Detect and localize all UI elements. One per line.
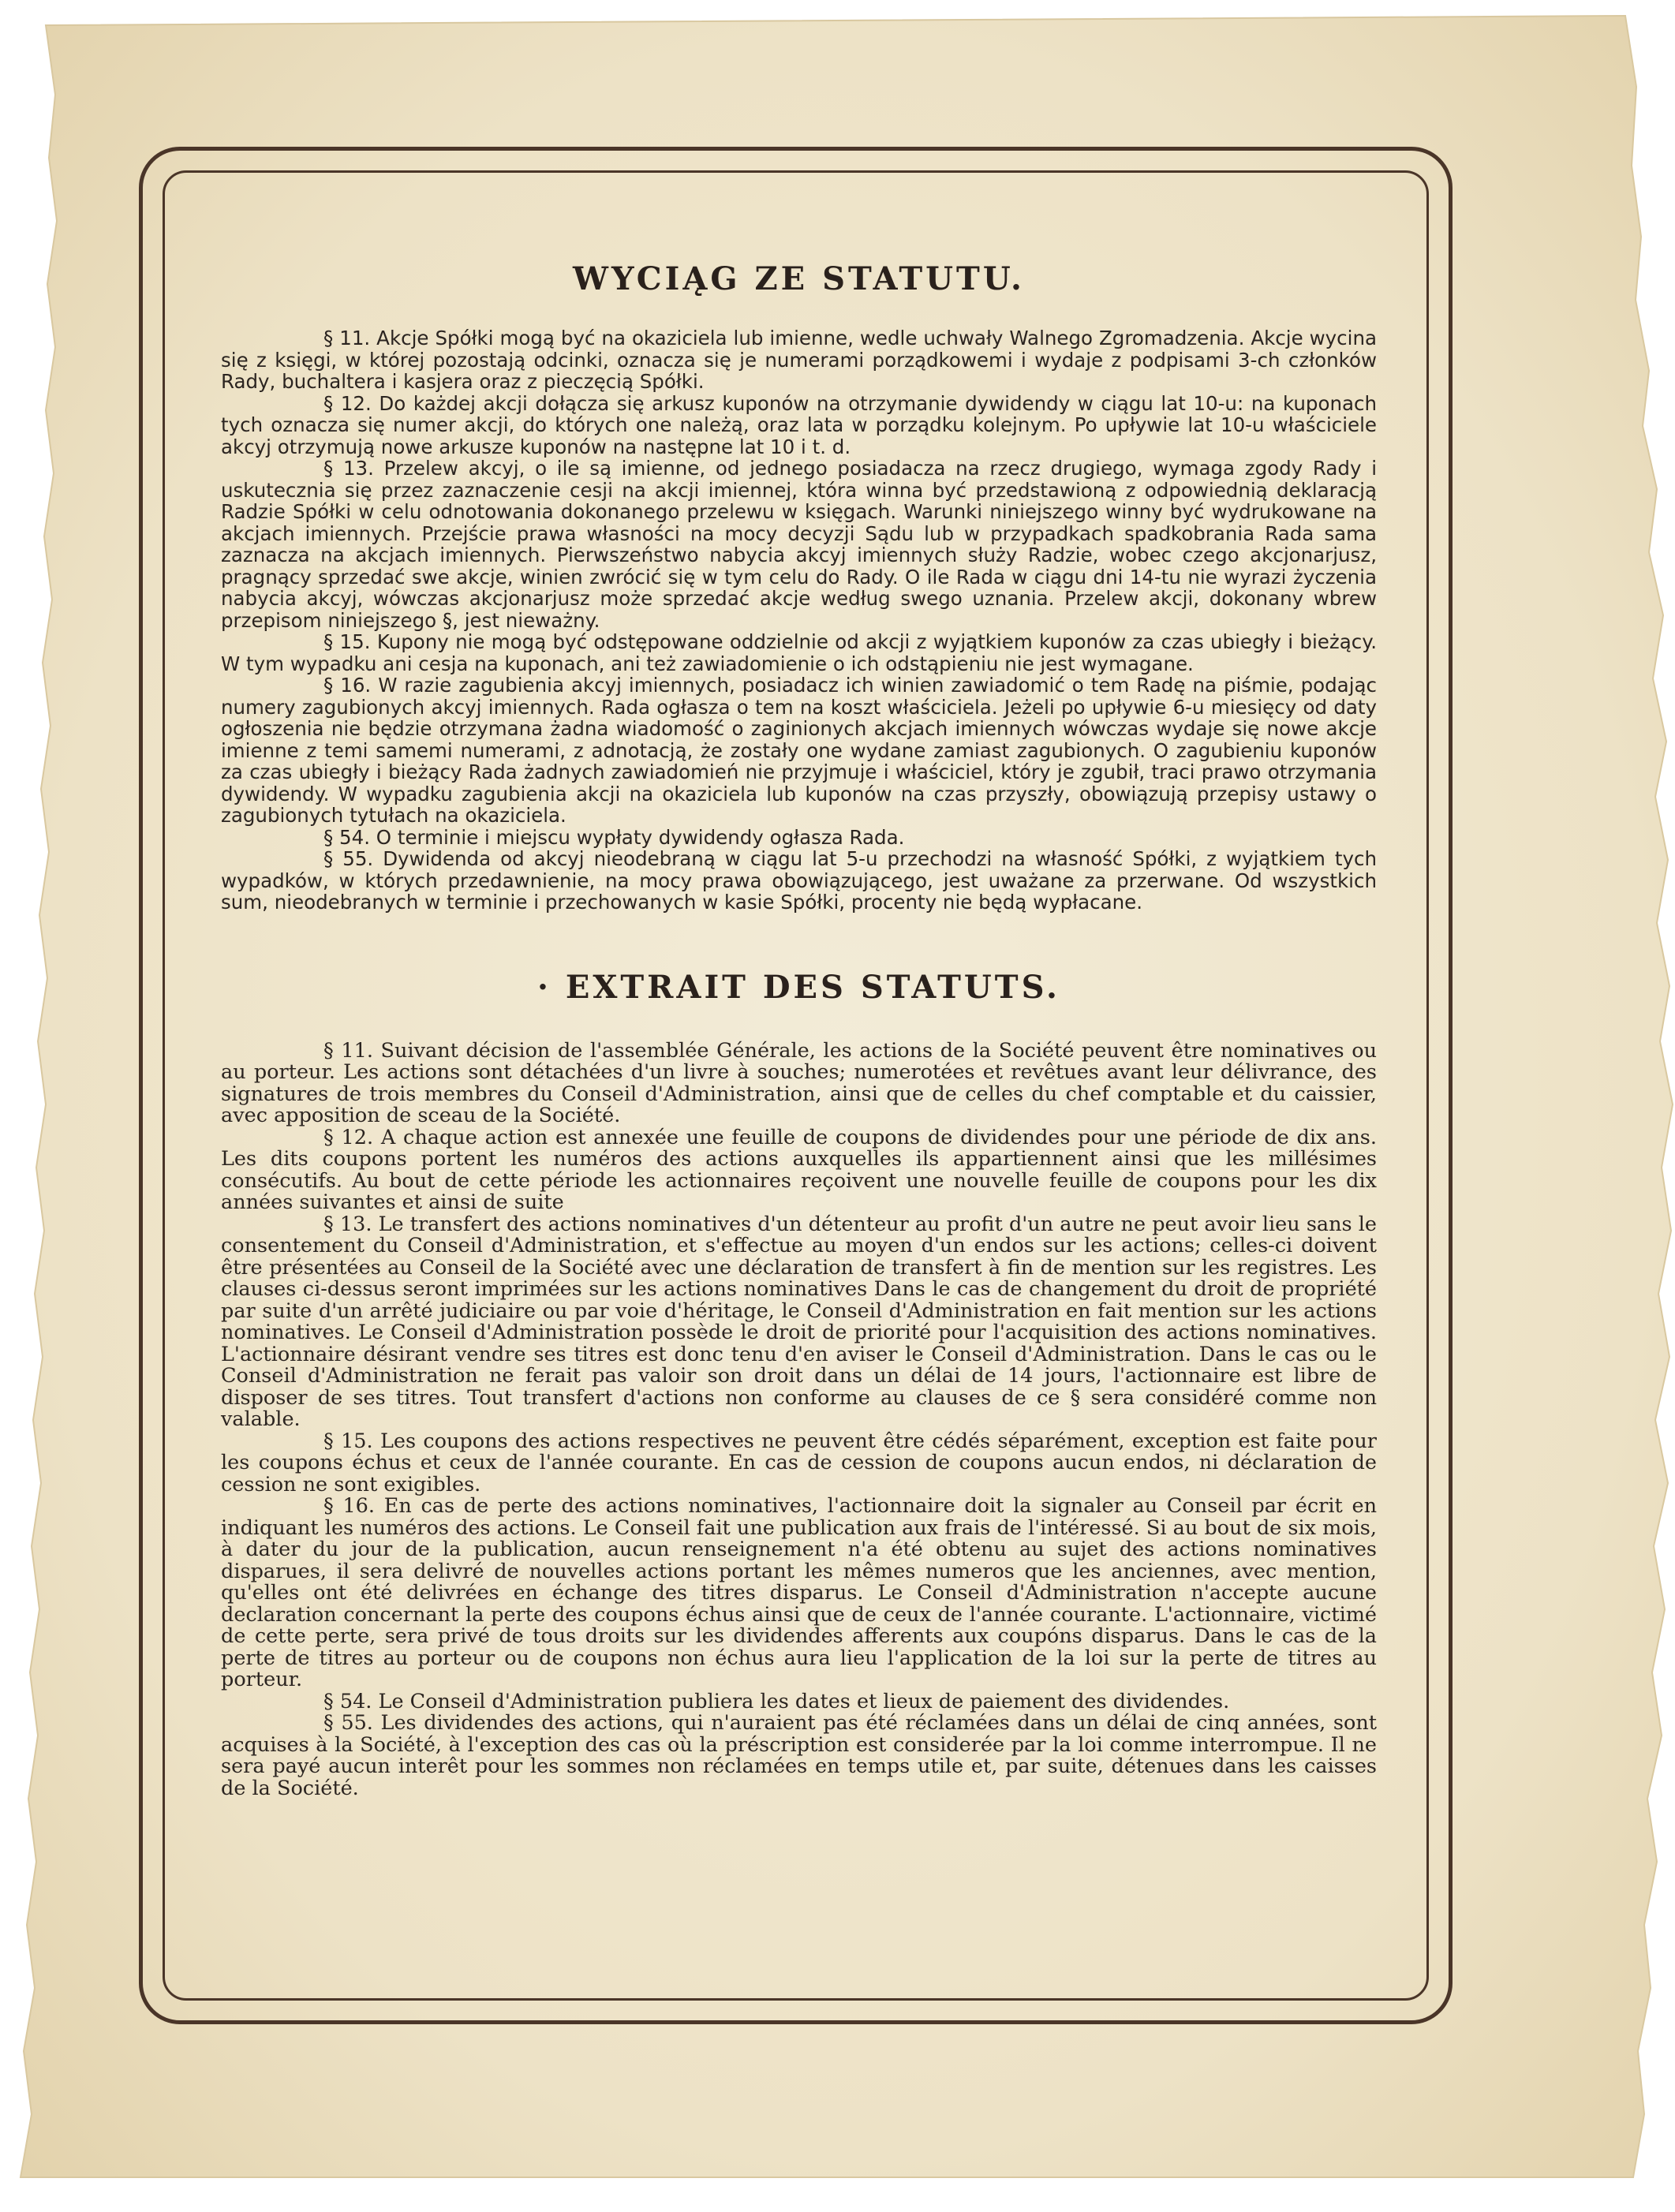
paragraph-fr-13: § 13. Le transfert des actions nominatives d'un détenteur au profit d'un autre ne peut avoir lieu sans le consentement du Conseil d'Administration, et s'effectue au moyen d'un endos sur les actions; celles-ci doivent être présentées au Conseil de la Société avec une déclaration de transfert à fin de mention sur les registres. Les clauses ci-dessus seront imprimées sur les actions nominatives Dans le cas de changement du droit de propriété par suite d'un arrêté judiciaire ou par voie d'héritage, le Conseil d'Administration en fait mention sur les actions nominatives. Le Conseil d'Administration possède le droit de priorité pour l'acquisition des actions nominatives. L'actionnaire désirant vendre ses titres est donc tenu d'en aviser le Conseil d'Administration. Dans le cas ou le Conseil d'Administration ne ferait pas valoir son droit dans un délai de 14 jours, l'actionnaire est libre de disposer de ses titres. Tout transfert d'actions non conforme au clauses de ce § sera considéré comme non valable. bbox=[221, 1212, 1377, 1431]
paragraph-pl-54: § 54. O terminie i miejscu wypłaty dywidendy ogłasza Rada. bbox=[323, 825, 905, 849]
paragraph-pl-12: § 12. Do każdej akcji dołącza się arkusz kuponów na otrzymanie dywidendy w ciągu lat 10-u: na kuponach tych oznacza się numer akcji, do których one należą, oraz lata w porządku kolejnym. Po upływie lat 10-u właściciele akcyj otrzymują nowe arkusze kuponów na następne lat 10 i t. d. bbox=[221, 391, 1377, 458]
paragraph-fr-16: § 16. En cas de perte des actions nominatives, l'actionnaire doit la signaler au Conseil par écrit en indiquant les numéros des actions. Le Conseil fait une publication aux frais de l'intéressé. Si au bout de six mois, à dater du jour de la publication, aucun renseignement n'a été obtenu au sujet des actions nominatives disparues, il sera delivré de nouvelles actions portant les mêmes numeros que les anciennes, avec mention, qu'elles ont été delivrées en échange des titres disparus. Le Conseil d'Administration n'accepte aucune declaration concernant la perte des coupons échus ainsi que de ceux de l'année courante. L'actionnaire, victimé de cette perte, sera privé de tous droits sur les dividendes afferents aux coupóns disparus. Dans le cas de la perte de titres au porteur ou de coupons non échus aura lieu l'application de la loi sur la perte de titres au porteur. bbox=[221, 1494, 1377, 1691]
french-section bbox=[221, 969, 1377, 1800]
paragraph-pl-15: § 15. Kupony nie mogą być odstępowane oddzielnie od akcji z wyjątkiem kuponów za czas ubiegły i bieżący. W tym wypadku ani cesja na kuponach, ani też zawiadomienie o ich odstąpieniu nie jest wymagane. bbox=[221, 630, 1377, 675]
paragraph-pl-13: § 13. Przelew akcyj, o ile są imienne, od jednego posiadacza na rzecz drugiego, wymaga zgody Rady i uskutecznia się przez zaznaczenie cesji na akcji imiennej, która winna być przedstawioną z odpowiednią deklaracją Radzie Spółki w celu odnotowania dokonanego przelewu w księgach. Warunki niniejszego winny być wydrukowane na akcjach imiennych. Przejście prawa własności na mocy decyzji Sądu lub w przypadkach spadkobrania Rada sama zaznacza na akcjach imiennych. Pierwszeństwo nabycia akcyj imiennych służy Radzie, wobec czego akcjonarjusz, pragnący sprzedać swe akcje, winien zwrócić się w tym celu do Rady. O ile Rada w ciągu dni 14-tu nie wyrazi życzenia nabycia akcyj, wówczas akcjonarjusz może sprzedać akcje według swego uznania. Przelew akcji, dokonany wbrew przepisom niniejszego §, jest nieważny. bbox=[221, 457, 1377, 632]
french-heading: · EXTRAIT DES STATUTS. bbox=[537, 968, 1060, 1006]
polish-heading: WYCIĄG ZE STATUTU. bbox=[573, 260, 1025, 297]
paragraph-fr-12: § 12. A chaque action est annexée une feuille de coupons de dividendes pour une période de dix ans. Les dits coupons portent les numéros des actions auxquelles ils appartiennent ainsi que les millésimes consécutifs. Au bout de cette période les actionnaires reçoivent une nouvelle feuille de coupons pour les dix années suivantes et ainsi de suite bbox=[221, 1125, 1377, 1214]
statute-content bbox=[221, 237, 1377, 1799]
paragraph-pl-11: § 11. Akcje Spółki mogą być na okaziciela lub imienne, wedle uchwały Walnego Zgromadzenia. Akcje wycina się z księgi, w której pozostają odcinki, oznacza się je numerami porządkowemi i wydaje z podpisami 3-ch członków Rady, buchaltera i kasjera oraz z pieczęcią Spółki. bbox=[221, 327, 1377, 393]
paragraph-fr-11: § 11. Suivant décision de l'assemblée Générale, les actions de la Société peuvent être nominatives ou au porteur. Les actions sont détachées d'un livre à souches; numerotées et revêtues avant leur délivrance, des signatures de trois membres du Conseil d'Administration, ainsi que de celles du chef comptable et du caissier, avec apposition de sceau de la Société. bbox=[221, 1038, 1377, 1127]
polish-section bbox=[221, 260, 1377, 914]
paragraph-pl-55: § 55. Dywidenda od akcyj nieodebraną w ciągu lat 5-u przechodzi na własność Spółki, z wyjątkiem tych wypadków, w których przedawnienie, na mocy prawa obowiązującego, jest uważane za przerwane. Od wszystkich sum, nieodebranych w terminie i przechowanych w kasie Spółki, procenty nie będą wypłacane. bbox=[221, 847, 1377, 914]
paragraph-pl-16: § 16. W razie zagubienia akcyj imiennych, posiadacz ich winien zawiadomić o tem Radę na piśmie, podając numery zagubionych akcyj imiennych. Rada ogłasza o tem na koszt właściciela. Jeżeli po upływie 6-u miesięcy od daty ogłoszenia nie będzie otrzymana żadna wiadomość o zaginionych akcjach imiennych wówczas wydaje się nowe akcje imienne z temi samemi numerami, z adnotacją, że zostały one wydane zamiast zagubionych. O zagubieniu kuponów za czas ubiegły i bieżący Rada żadnych zawiadomień nie przyjmuje i właściciel, który je zgubił, traci prawo otrzymania dywidendy. W wypadku zagubienia akcji na okaziciela lub kuponów na czas przyszły, obowiązują przepisy ustawy o zagubionych tytułach na okaziciela. bbox=[221, 674, 1377, 827]
paragraph-fr-55: § 55. Les dividendes des actions, qui n'auraient pas été réclamées dans un délai de cinq années, sont acquises à la Société, à l'exception des cas où la préscription est considerée par la loi comme interrompue. Il ne sera payé aucun interêt pour les sommes non réclamées en temps utile et, par suite, détenues dans les caisses de la Société. bbox=[221, 1711, 1377, 1800]
paragraph-fr-15: § 15. Les coupons des actions respectives ne peuvent être cédés séparément, exception est faite pour les coupons échus et ceux de l'année courante. En cas de cession de coupons aucun endos, ni déclaration de cession ne sont exigibles. bbox=[221, 1429, 1377, 1496]
paragraph-fr-54: § 54. Le Conseil d'Administration publiera les dates et lieux de paiement des dividendes. bbox=[323, 1689, 1230, 1713]
